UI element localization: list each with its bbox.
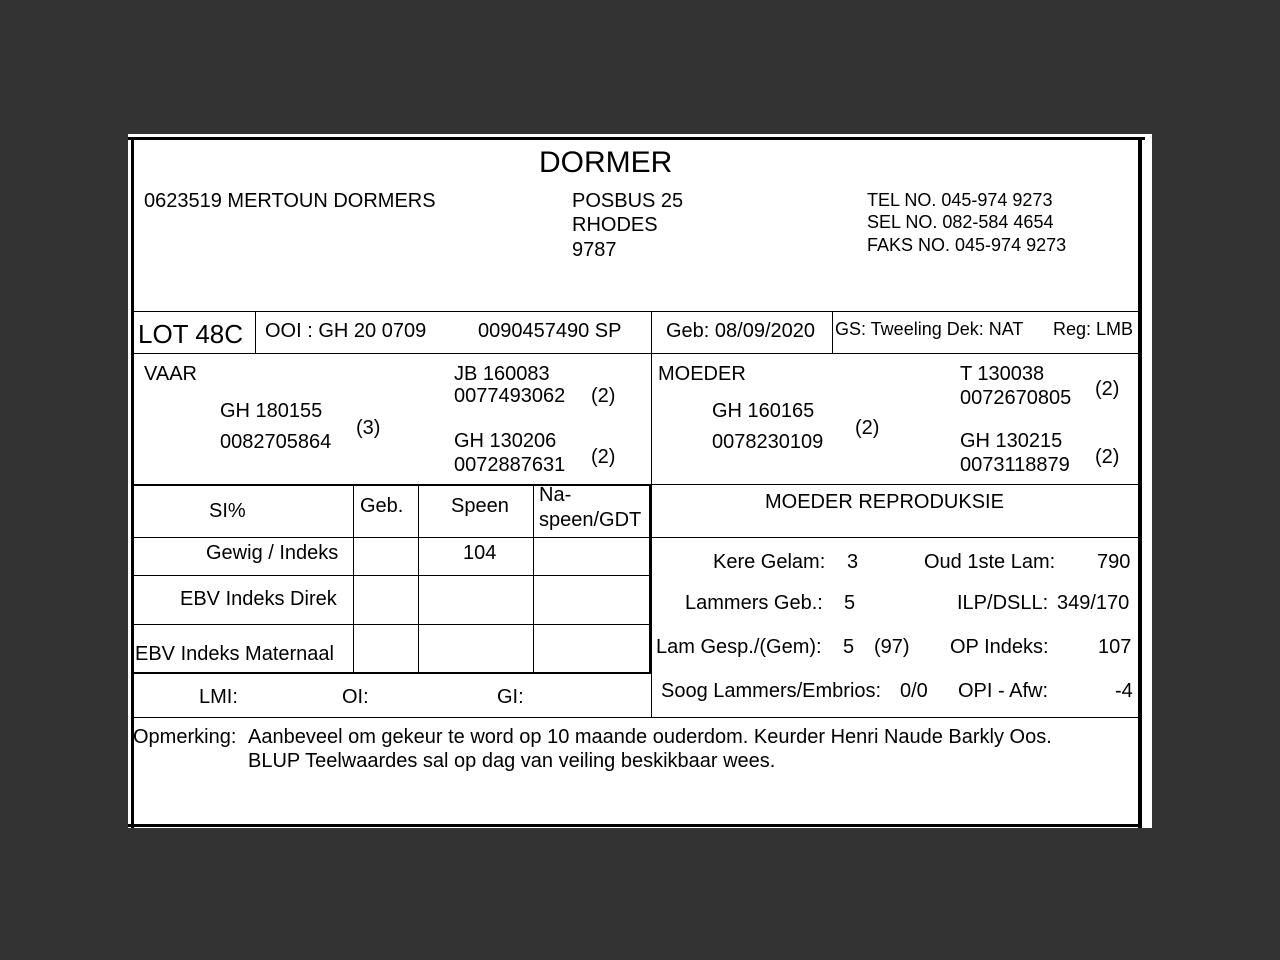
si-row-line-2 bbox=[134, 575, 651, 576]
naspeen-header-line-2: speen/GDT bbox=[539, 509, 642, 531]
kere-gelam-label: Kere Gelam: bbox=[713, 551, 826, 573]
soog-lammers-value: 0/0 bbox=[900, 680, 928, 702]
moeder-sire-count: (2) bbox=[1095, 378, 1120, 400]
opi-afw-value: -4 bbox=[1115, 680, 1133, 702]
ilp-dsll-label: ILP/DSLL: bbox=[957, 592, 1049, 614]
op-indeks-value: 107 bbox=[1098, 636, 1132, 658]
repro-top-line bbox=[651, 484, 1140, 485]
lot-number: LOT 48C bbox=[138, 319, 244, 349]
border-right bbox=[1138, 137, 1142, 828]
speen-header: Speen bbox=[451, 495, 509, 517]
ooi-id: OOI : GH 20 0709 bbox=[265, 320, 427, 342]
registration: Reg: LMB bbox=[1053, 319, 1134, 339]
soog-lammers-label: Soog Lammers/Embrios: bbox=[661, 680, 882, 702]
naspeen-header-line-1: Na- bbox=[539, 484, 572, 506]
moeder-id: GH 160165 bbox=[712, 400, 815, 422]
si-col-line-2 bbox=[418, 484, 419, 674]
oud-1ste-lam-label: Oud 1ste Lam: bbox=[924, 551, 1056, 573]
si-row-line-1 bbox=[134, 537, 651, 538]
lot-row-bottom-line bbox=[134, 353, 1140, 354]
lammers-geb-value: 5 bbox=[844, 592, 856, 614]
si-col-line-3 bbox=[533, 484, 534, 674]
lmi-label: LMI: bbox=[199, 686, 238, 708]
border-bottom bbox=[128, 824, 1142, 827]
si-table-right-line bbox=[649, 484, 651, 674]
remark-line-2: BLUP Teelwaardes sal op dag van veiling beskikbaar wees. bbox=[248, 750, 776, 772]
si-row-line-3 bbox=[134, 624, 651, 625]
moeder-dam-count: (2) bbox=[1095, 446, 1120, 468]
border-left bbox=[131, 137, 134, 828]
border-top bbox=[128, 137, 1145, 140]
lam-gesp-gem: (97) bbox=[874, 636, 910, 658]
address-line-1: POSBUS 25 bbox=[572, 190, 684, 212]
moeder-dam-id: GH 130215 bbox=[960, 430, 1063, 452]
lot-row-top-line bbox=[134, 311, 1140, 312]
row-ebv-direk-label: EBV Indeks Direk bbox=[180, 588, 337, 610]
lot-card bbox=[128, 134, 1152, 828]
birth-date: Geb: 08/09/2020 bbox=[666, 320, 816, 342]
si-col-line-1 bbox=[353, 484, 354, 674]
oud-1ste-lam-value: 790 bbox=[1097, 551, 1131, 573]
row-gewig-label: Gewig / Indeks bbox=[206, 542, 339, 564]
vaar-number: 0082705864 bbox=[220, 431, 332, 453]
lam-gesp-value: 5 bbox=[843, 636, 855, 658]
moeder-number: 0078230109 bbox=[712, 431, 824, 453]
vaar-sire-id: JB 160083 bbox=[454, 363, 550, 385]
breeder-name: 0623519 MERTOUN DORMERS bbox=[144, 190, 436, 212]
vaar-sire-number: 0077493062 bbox=[454, 385, 566, 407]
moeder-sire-id: T 130038 bbox=[960, 363, 1045, 385]
vaar-id: GH 180155 bbox=[220, 400, 323, 422]
oi-label: OI: bbox=[342, 686, 369, 708]
si-table-top-line bbox=[134, 484, 651, 486]
breed-title: DORMER bbox=[539, 146, 673, 179]
si-header: SI% bbox=[209, 500, 246, 522]
repro-left-line bbox=[651, 664, 652, 717]
opi-afw-label: OPI - Afw: bbox=[958, 680, 1049, 702]
moeder-count: (2) bbox=[855, 417, 880, 439]
address-line-3: 9787 bbox=[572, 239, 617, 261]
geb-header: Geb. bbox=[360, 495, 404, 517]
repro-title: MOEDER REPRODUKSIE bbox=[765, 491, 1004, 513]
gi-label: GI: bbox=[497, 686, 524, 708]
moeder-dam-number: 0073118879 bbox=[960, 454, 1070, 476]
remark-line-1: Aanbeveel om gekeur te word op 10 maande ouderdom. Keurder Henri Naude Barkly Oos. bbox=[248, 726, 1052, 748]
tel-no: TEL NO. 045-974 9273 bbox=[867, 190, 1053, 210]
si-table-bottom-line bbox=[134, 672, 651, 674]
ilp-dsll-value: 349/170 bbox=[1057, 592, 1130, 614]
repro-title-line bbox=[651, 537, 1140, 538]
remark-label: Opmerking: bbox=[133, 726, 237, 748]
vaar-dam-number: 0072887631 bbox=[454, 454, 566, 476]
moeder-sire-number: 0072670805 bbox=[960, 387, 1072, 409]
lot-divider-2 bbox=[651, 311, 652, 664]
moeder-label: MOEDER bbox=[658, 363, 746, 385]
vaar-sire-count: (2) bbox=[591, 385, 616, 407]
lot-divider-1 bbox=[255, 311, 256, 353]
lammers-geb-label: Lammers Geb.: bbox=[685, 592, 823, 614]
row-gewig-speen: 104 bbox=[463, 542, 497, 564]
vaar-dam-count: (2) bbox=[591, 446, 616, 468]
lam-gesp-label: Lam Gesp./(Gem): bbox=[656, 636, 822, 658]
vaar-dam-id: GH 130206 bbox=[454, 430, 557, 452]
vaar-label: VAAR bbox=[144, 363, 197, 385]
vaar-count: (3) bbox=[356, 417, 381, 439]
kere-gelam-value: 3 bbox=[847, 551, 859, 573]
ooi-number: 0090457490 SP bbox=[478, 320, 622, 342]
op-indeks-label: OP Indeks: bbox=[950, 636, 1049, 658]
gs-dek: GS: Tweeling Dek: NAT bbox=[835, 319, 1024, 339]
address-line-2: RHODES bbox=[572, 214, 658, 236]
faks-no: FAKS NO. 045-974 9273 bbox=[867, 235, 1067, 255]
remark-top-line bbox=[134, 717, 1140, 718]
lot-divider-3 bbox=[832, 311, 833, 353]
row-ebv-maternaal-label: EBV Indeks Maternaal bbox=[135, 643, 334, 665]
sel-no: SEL NO. 082-584 4654 bbox=[867, 212, 1054, 232]
